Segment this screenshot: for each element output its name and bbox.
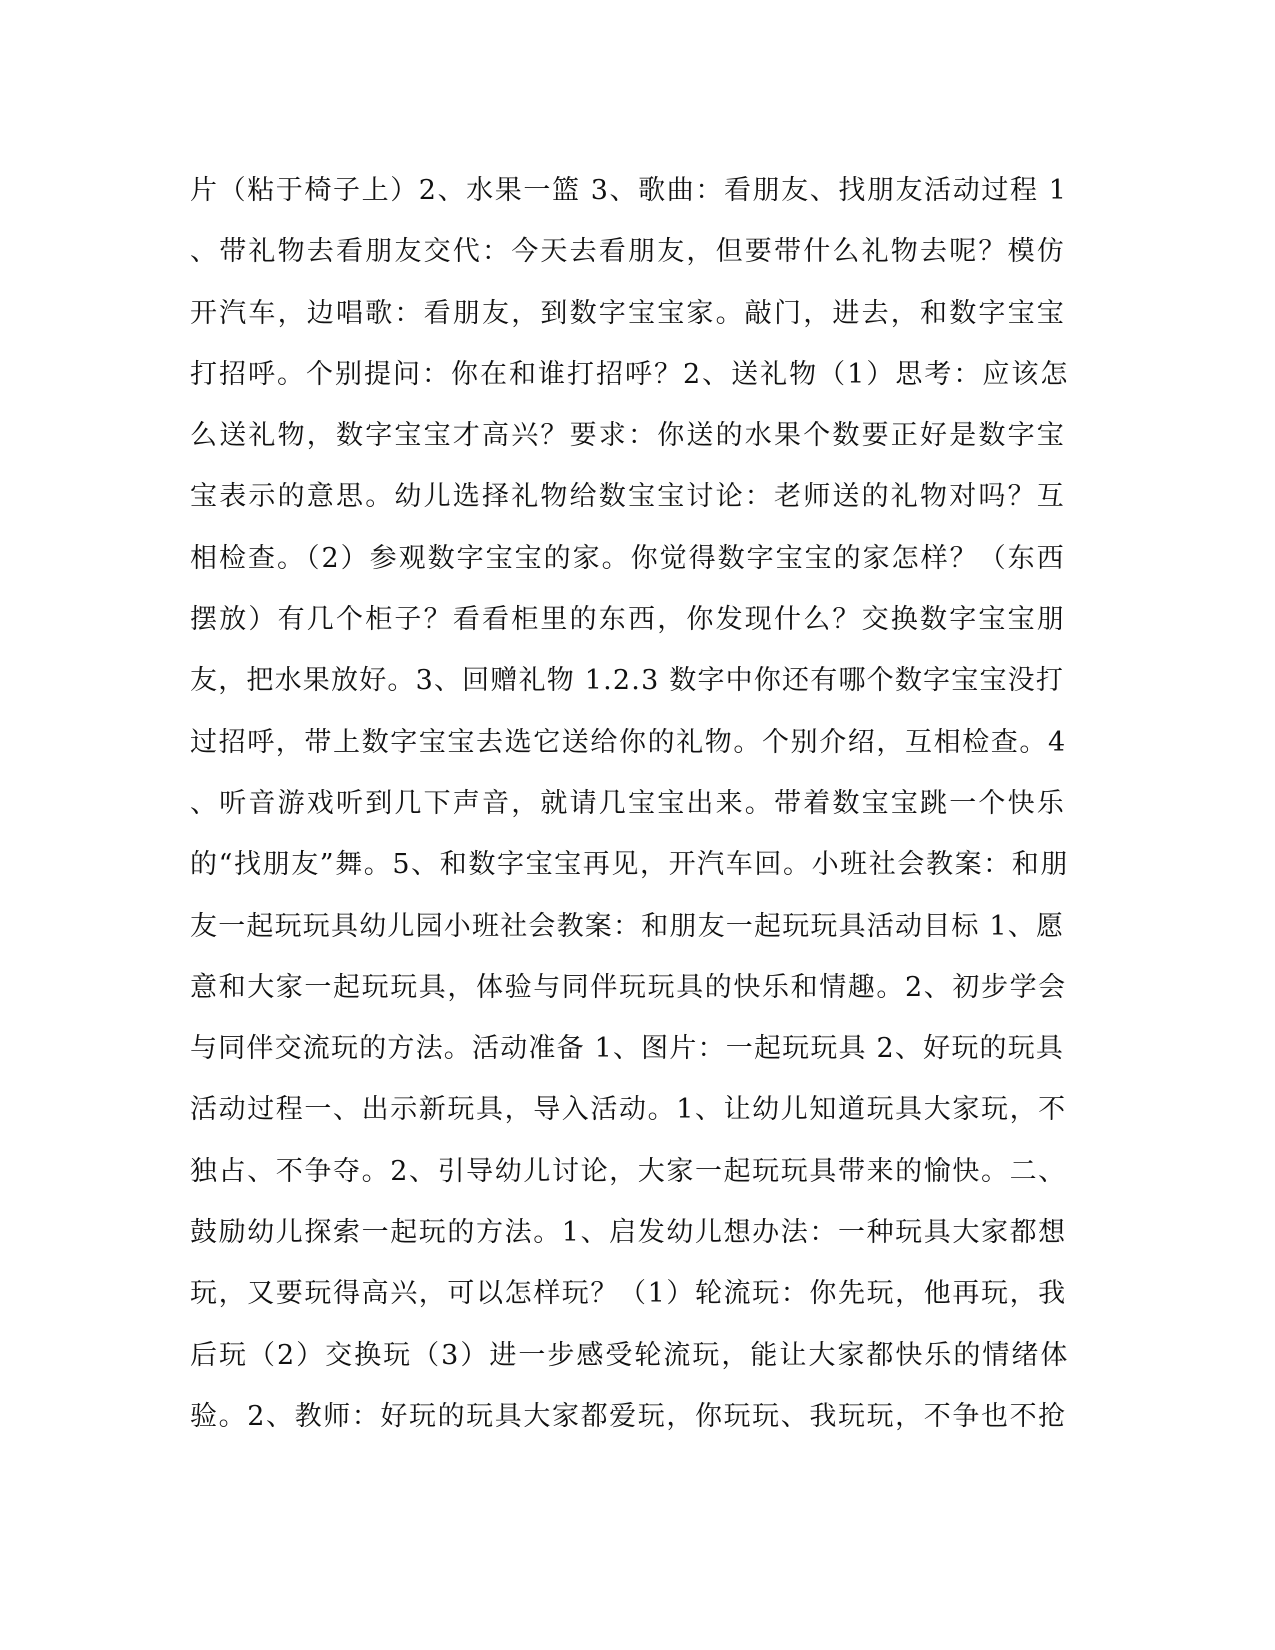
text-line-7: 相检查。（2）参观数字宝宝的家。你觉得数字宝宝的家怎样？（东西 <box>190 542 1066 574</box>
text-line-2: 、带礼物去看朋友交代：今天去看朋友，但要带什么礼物去呢？模仿 <box>190 236 1066 268</box>
text-line-5: 么送礼物，数字宝宝才高兴？要求：你送的水果个数要正好是数字宝 <box>190 420 1066 452</box>
text-line-8: 摆放）有几个柜子？看看柜里的东西，你发现什么？交换数字宝宝朋 <box>190 604 1066 636</box>
text-line-17: 独占、不争夺。2、引导幼儿讨论，大家一起玩玩具带来的愉快。二、 <box>190 1155 1067 1187</box>
text-line-1: 片（粘于椅子上）2、水果一篮 3、歌曲：看朋友、找朋友活动过程 1 <box>190 175 1068 206</box>
text-line-15: 与同伴交流玩的方法。活动准备 1、图片：一起玩玩具 2、好玩的玩具 <box>190 1033 1065 1065</box>
text-line-11: 、听音游戏听到几下声音，就请几宝宝出来。带着数宝宝跳一个快乐 <box>190 787 1066 819</box>
text-line-9: 友，把水果放好。3、回赠礼物 1.2.3 数字中你还有哪个数字宝宝没打 <box>190 665 1065 697</box>
text-line-21: 验。2、教师：好玩的玩具大家都爱玩，你玩玩、我玩玩，不争也不抢 <box>190 1400 1067 1432</box>
text-line-16: 活动过程一、出示新玩具，导入活动。1、让幼儿知道玩具大家玩，不 <box>190 1094 1067 1126</box>
text-line-12: 的“找朋友”舞。5、和数字宝宝再见，开汽车回。小班社会教案：和朋 <box>190 849 1069 881</box>
text-line-10: 过招呼，带上数字宝宝去选它送给你的礼物。个别介绍，互相检查。4 <box>190 726 1067 758</box>
text-line-6: 宝表示的意思。幼儿选择礼物给数宝宝讨论：老师送的礼物对吗？互 <box>190 481 1066 513</box>
text-line-4: 打招呼。个别提问：你在和谁打招呼？2、送礼物（1）思考：应该怎 <box>190 358 1070 390</box>
text-line-13: 友一起玩玩具幼儿园小班社会教案：和朋友一起玩玩具活动目标 1、愿 <box>190 910 1065 942</box>
text-line-20: 后玩（2）交换玩（3）进一步感受轮流玩，能让大家都快乐的情绪体 <box>190 1339 1070 1371</box>
text-line-19: 玩，又要玩得高兴，可以怎样玩？（1）轮流玩：你先玩，他再玩，我 <box>190 1278 1067 1310</box>
text-line-18: 鼓励幼儿探索一起玩的方法。1、启发幼儿想办法：一种玩具大家都想 <box>190 1217 1067 1249</box>
body-text <box>190 160 1070 1447</box>
text-line-3: 开汽车，边唱歌：看朋友，到数字宝宝家。敲门，进去，和数字宝宝 <box>190 297 1066 329</box>
text-line-14: 意和大家一起玩玩具，体验与同伴玩玩具的快乐和情趣。2、初步学会 <box>190 971 1067 1003</box>
